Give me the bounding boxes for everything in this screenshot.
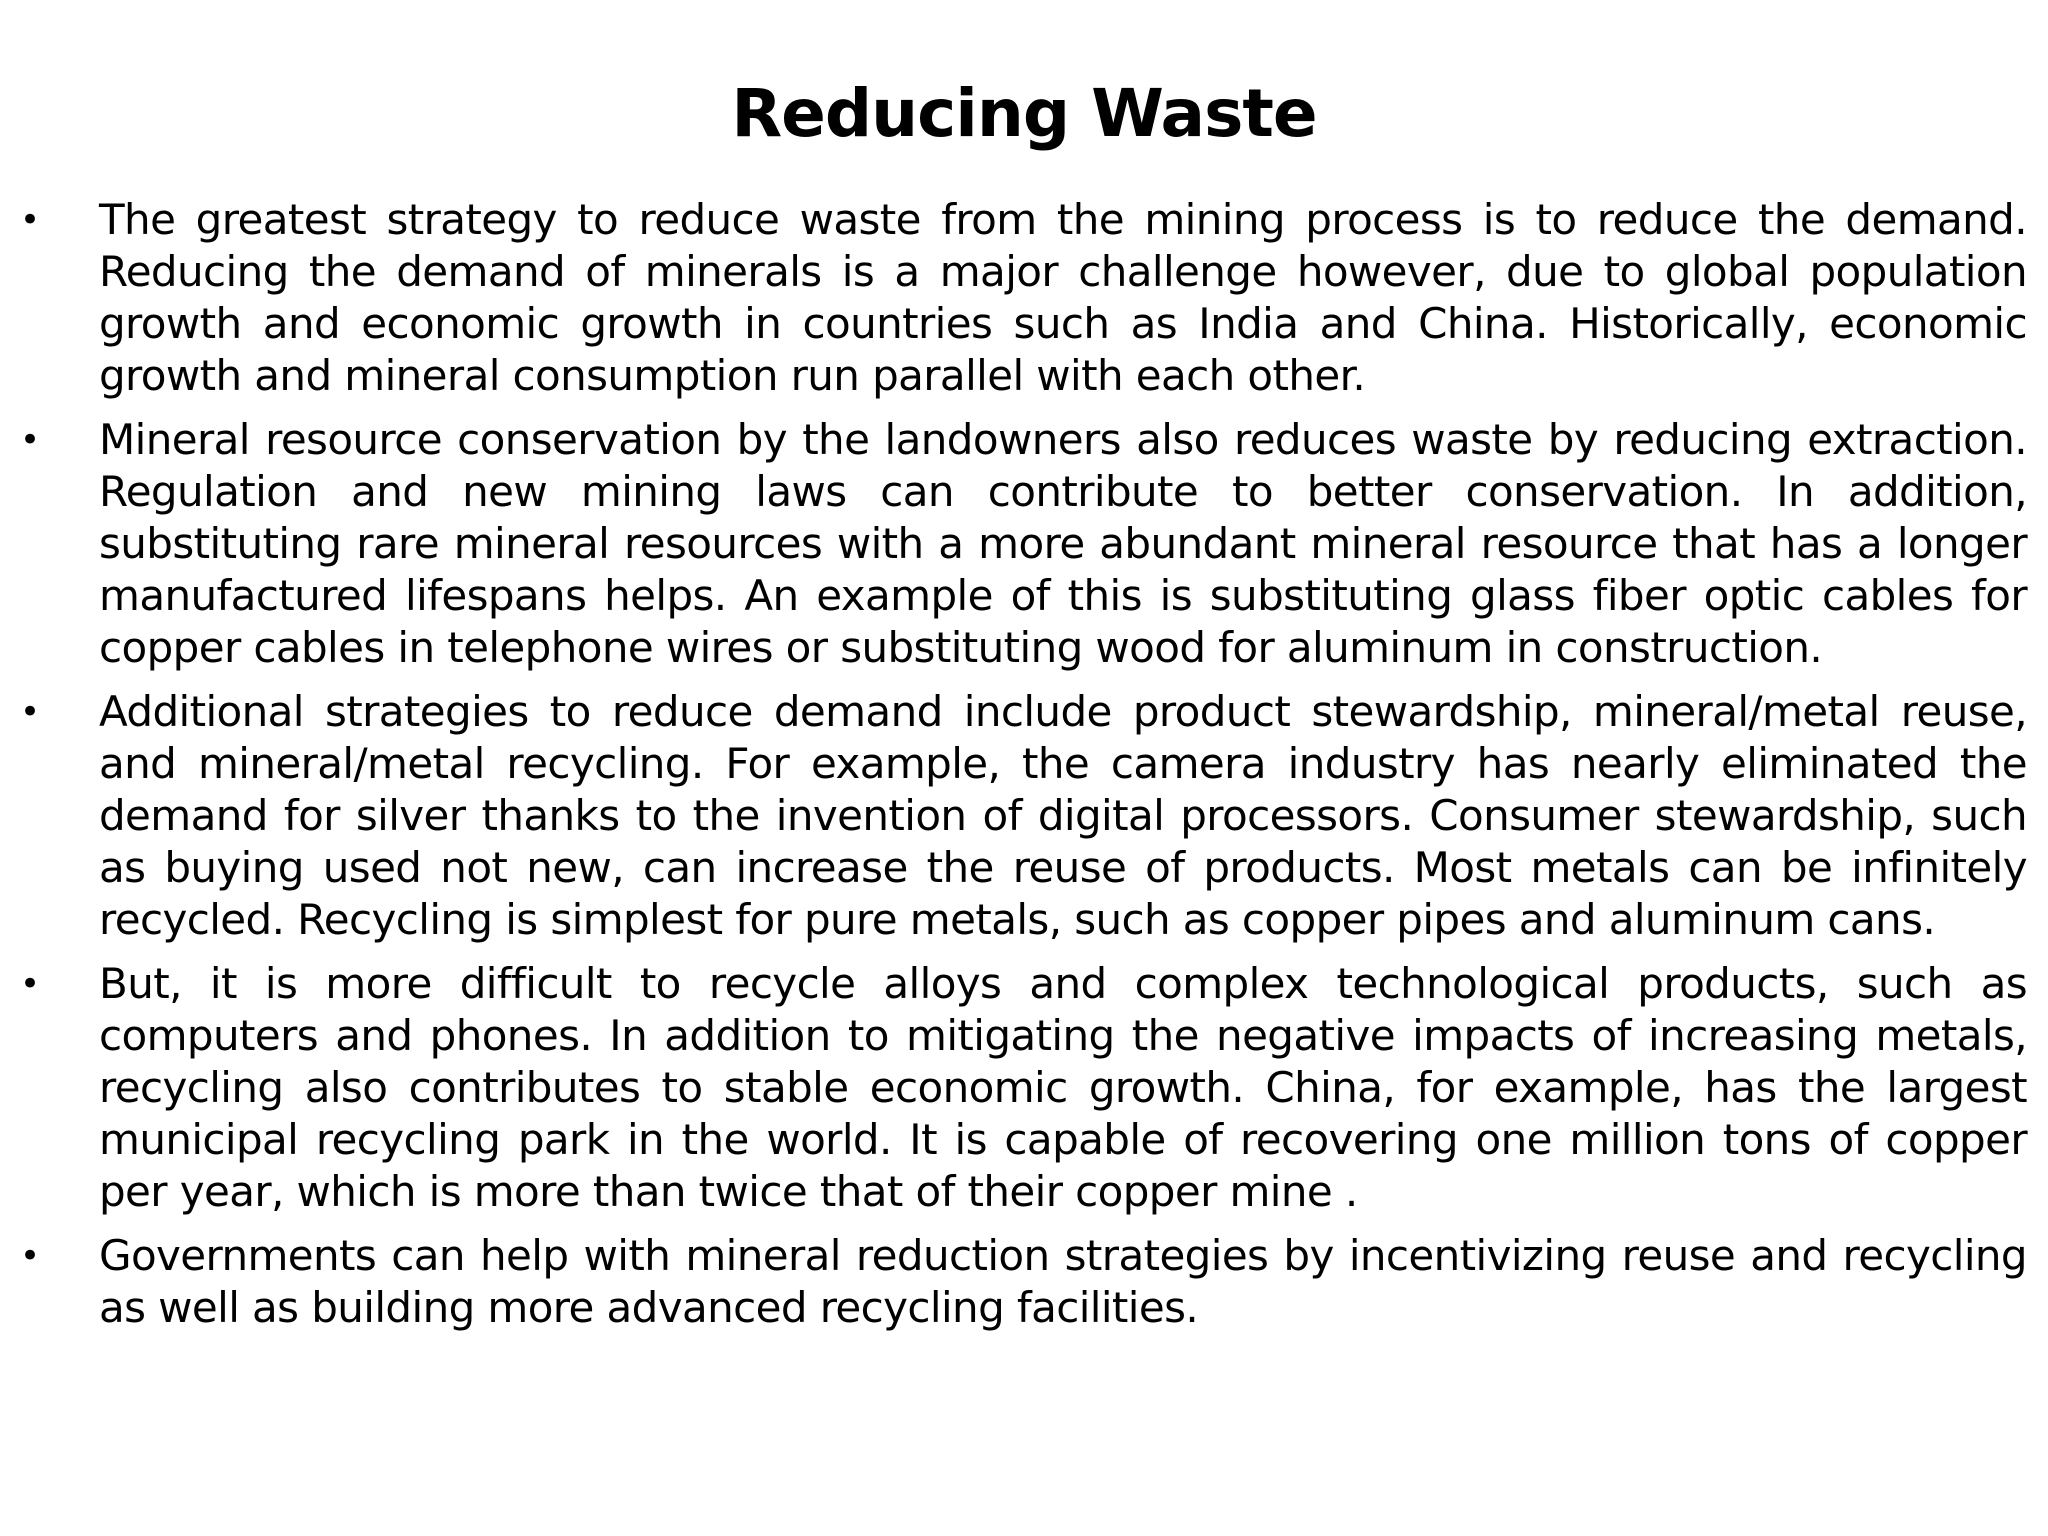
- bullet-item-1: [0, 194, 2048, 402]
- bullet-item-4: [0, 958, 2048, 1218]
- bullet-text: Governments can help with mineral reduction strategies by incentivizing reuse and recycling as well as building more advanced recycling facilities.: [99, 1231, 2027, 1332]
- bullet-marker: •: [20, 420, 41, 460]
- bullet-marker: •: [20, 964, 41, 1004]
- bullet-item-3: [0, 686, 2048, 946]
- bullet-text: The greatest strategy to reduce waste from the mining process is to reduce the demand. Reducing the demand of minerals is a major challenge however, due to global population growth and economic growth in countries such as India and China. Historically, economic growth and mineral consumption run parallel with each other.: [99, 195, 2027, 400]
- bullet-item-5: [0, 1230, 2048, 1334]
- bullet-item-2: [0, 414, 2048, 674]
- bullet-text: Mineral resource conservation by the landowners also reduces waste by reducing extraction. Regulation and new mining laws can contribute to better conservation. In addition, substituting rare mineral resources with a more abundant mineral resource that has a longer manufactured lifespans helps. An example of this is substituting glass fiber optic cables for copper cables in telephone wires or substituting wood for aluminum in construction.: [99, 415, 2027, 672]
- bullet-list: [0, 194, 2048, 1346]
- bullet-marker: •: [20, 200, 41, 240]
- bullet-marker: •: [20, 692, 41, 732]
- bullet-marker: •: [20, 1236, 41, 1276]
- bullet-text: Additional strategies to reduce demand include product stewardship, mineral/metal reuse, and mineral/metal recycling. For example, the camera industry has nearly eliminated the demand for silver thanks to the invention of digital processors. Consumer stewardship, such as buying used not new, can increase the reuse of products. Most metals can be infinitely recycled. Recycling is simplest for pure metals, such as copper pipes and aluminum cans.: [99, 687, 2027, 944]
- bullet-text: But, it is more difficult to recycle alloys and complex technological products, such as computers and phones. In addition to mitigating the negative impacts of increasing metals, recycling also contributes to stable economic growth. China, for example, has the largest municipal recycling park in the world. It is capable of recovering one million tons of copper per year, which is more than twice that of their copper mine .: [99, 959, 2027, 1216]
- slide-title: Reducing Waste: [731, 75, 1317, 152]
